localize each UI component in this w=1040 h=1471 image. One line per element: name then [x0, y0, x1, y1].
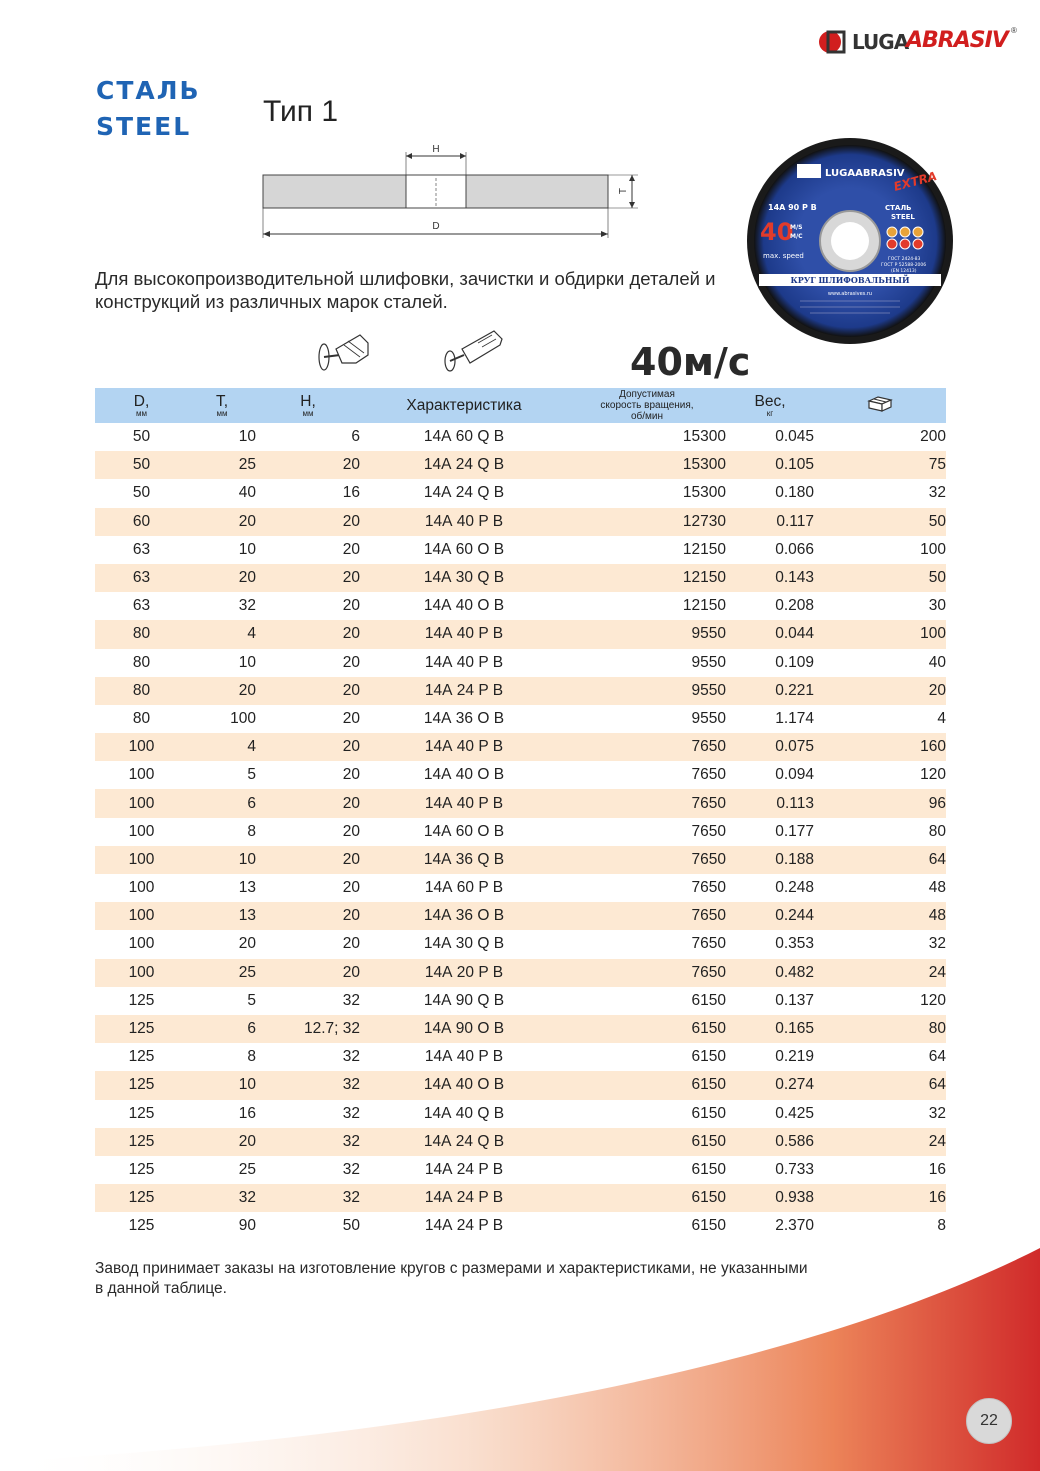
cell-t: 10 [188, 846, 256, 874]
label-t: T [618, 187, 629, 195]
cell-d: 125 [95, 1015, 188, 1043]
cell-d: 100 [128, 879, 155, 897]
cell-t: 5 [247, 991, 256, 1009]
table-row [95, 564, 946, 592]
cell-pack: 100 [814, 620, 946, 648]
cell-pack: 30 [928, 597, 946, 615]
cell-d: 125 [128, 991, 155, 1009]
cell-t: 10 [188, 1071, 256, 1099]
cell-h: 32 [256, 1071, 360, 1099]
cell-d: 80 [95, 620, 188, 648]
cell-h: 32 [342, 1160, 360, 1178]
cell-weight: 0.248 [775, 879, 814, 897]
header-t-unit: мм [216, 408, 228, 418]
cell-h: 20 [256, 451, 360, 479]
box-icon [866, 393, 894, 413]
cell-h: 20 [342, 709, 360, 727]
cell-h: 20 [256, 733, 360, 761]
cell-char: 14А 60 Q В [423, 428, 505, 446]
cell-pack: 75 [814, 451, 946, 479]
cell-pack: 200 [920, 428, 946, 446]
header-pack [814, 388, 946, 423]
disc-gost: ГОСТ 2424-83 [888, 257, 921, 262]
cell-speed: 15300 [682, 428, 726, 446]
cell-pack: 16 [928, 1160, 946, 1178]
cell-h: 32 [256, 1184, 360, 1212]
cell-t: 6 [188, 789, 256, 817]
type-label: Тип 1 [263, 95, 339, 128]
cell-char: 14А 40 Q В [423, 1104, 505, 1122]
table-row [95, 987, 946, 1015]
cell-weight: 0.221 [726, 677, 814, 705]
header-characteristic [360, 388, 568, 423]
cell-speed: 12730 [568, 508, 726, 536]
cell-char: 14А 90 Q В [423, 991, 505, 1009]
cell-weight: 0.353 [775, 935, 814, 953]
cell-char: 14А 90 O В [360, 1015, 568, 1043]
cell-h: 32 [342, 1104, 360, 1122]
cell-speed: 9550 [568, 677, 726, 705]
cell-pack: 40 [928, 653, 946, 671]
cell-pack: 32 [928, 935, 946, 953]
cell-char: 14А 40 P В [360, 620, 568, 648]
cell-char: 14А 40 P В [360, 789, 568, 817]
header-h-label: H, [300, 392, 316, 410]
header-h [256, 388, 360, 423]
cell-d: 80 [132, 709, 151, 727]
table-row [95, 705, 946, 733]
cell-t: 13 [188, 902, 256, 930]
cell-speed: 12150 [682, 597, 726, 615]
cell-h: 20 [256, 902, 360, 930]
cell-speed: 6150 [568, 1128, 726, 1156]
cell-speed: 9550 [691, 709, 726, 727]
table-row [95, 761, 946, 789]
logo-text-abrasiv: ABRASIV [906, 28, 1008, 53]
header-speed-line3: об/мин [630, 411, 664, 422]
footer-note: Завод принимает заказы на изготовление кругов с размерами и характеристиками, не указанными в данной таблице. [95, 1260, 808, 1297]
cell-speed: 7650 [691, 766, 726, 784]
cell-h: 20 [256, 620, 360, 648]
cell-d: 60 [95, 508, 188, 536]
cell-d: 50 [132, 484, 151, 502]
cell-pack: 24 [814, 1128, 946, 1156]
cell-weight: 0.586 [726, 1128, 814, 1156]
cell-t: 8 [247, 822, 256, 840]
table-row [95, 1015, 946, 1043]
cell-t: 4 [188, 733, 256, 761]
cell-t: 32 [188, 1184, 256, 1212]
table-row [95, 818, 946, 846]
cell-char: 14А 40 P В [424, 1048, 504, 1066]
cell-pack: 64 [814, 846, 946, 874]
disc-site: www.abrasives.ru [827, 291, 873, 297]
cell-t: 13 [238, 879, 256, 897]
max-speed-label: 40м/с [630, 340, 751, 384]
cell-weight: 0.113 [726, 789, 814, 817]
cell-t: 32 [238, 597, 256, 615]
header-t [188, 388, 256, 423]
cell-weight: 0.482 [726, 959, 814, 987]
disc-spec: 14A 90 P B [768, 203, 817, 212]
cell-t: 20 [188, 1128, 256, 1156]
cell-char: 14А 40 O В [423, 597, 505, 615]
cell-pack: 120 [920, 991, 946, 1009]
cell-t: 16 [238, 1104, 256, 1122]
cell-char: 14А 30 Q В [423, 935, 505, 953]
cell-h: 20 [256, 677, 360, 705]
table-row [95, 677, 946, 705]
header-characteristic-label: Характеристика [406, 397, 522, 414]
cell-d: 125 [128, 1160, 155, 1178]
cell-char: 14А 60 P В [424, 879, 504, 897]
cell-t: 20 [238, 935, 256, 953]
cell-t: 25 [188, 451, 256, 479]
cell-h: 12.7; 32 [256, 1015, 360, 1043]
cell-speed: 12150 [682, 540, 726, 558]
cell-d: 100 [95, 846, 188, 874]
cell-t: 20 [188, 508, 256, 536]
table-row [95, 846, 946, 874]
cell-weight: 0.177 [775, 822, 814, 840]
table-row [95, 1071, 946, 1099]
cell-weight: 0.117 [726, 508, 814, 536]
cell-d: 50 [132, 428, 151, 446]
cell-pack: 100 [920, 540, 946, 558]
table-row [95, 649, 946, 677]
cell-h: 20 [256, 789, 360, 817]
header-weight-unit: кг [766, 408, 774, 418]
cell-char: 14А 60 O В [423, 822, 505, 840]
cell-speed: 7650 [568, 846, 726, 874]
cell-d: 100 [95, 959, 188, 987]
cell-d: 125 [128, 1104, 155, 1122]
table-row [95, 733, 946, 761]
wheel-cross-section-diagram [258, 140, 643, 240]
cell-weight: 0.105 [726, 451, 814, 479]
cell-char: 14А 24 P В [360, 677, 568, 705]
cell-pack: 32 [928, 484, 946, 502]
cell-pack: 24 [814, 959, 946, 987]
spec-table-body [95, 423, 946, 1240]
cell-h: 50 [342, 1217, 360, 1235]
cell-char: 14А 30 Q В [360, 564, 568, 592]
cell-h: 20 [342, 597, 360, 615]
cell-d: 100 [128, 822, 155, 840]
cell-pack: 32 [928, 1104, 946, 1122]
cell-t: 10 [238, 653, 256, 671]
cell-speed: 7650 [691, 879, 726, 897]
cell-speed: 15300 [568, 451, 726, 479]
cell-char: 14А 20 P В [360, 959, 568, 987]
table-row [95, 451, 946, 479]
cell-speed: 15300 [682, 484, 726, 502]
cell-speed: 9550 [691, 653, 726, 671]
cell-char: 14А 40 O В [423, 766, 505, 784]
cell-speed: 6150 [691, 991, 726, 1009]
product-description: Для высокопроизводительной шлифовки, зачистки и обдирки деталей и конструкций из различных марок сталей. [95, 268, 716, 312]
header-weight-label: Вес, [754, 392, 786, 410]
cell-char: 14А 24 P В [360, 1184, 568, 1212]
cell-h: 20 [342, 822, 360, 840]
cell-pack: 80 [814, 1015, 946, 1043]
table-row [95, 902, 946, 930]
cell-d: 100 [95, 733, 188, 761]
cell-pack: 160 [814, 733, 946, 761]
cell-speed: 7650 [691, 822, 726, 840]
cell-weight: 1.174 [775, 709, 814, 727]
cell-pack: 4 [937, 709, 946, 727]
cell-weight: 0.733 [775, 1160, 814, 1178]
cell-char: 14А 24 P В [424, 1160, 504, 1178]
disc-en: (EN 12413) [891, 269, 917, 274]
cell-t: 100 [230, 709, 256, 727]
cell-speed: 6150 [691, 1160, 726, 1178]
cell-char: 14А 24 Q В [423, 484, 505, 502]
title-en: STEEL [96, 112, 192, 141]
cell-weight: 0.109 [775, 653, 814, 671]
cell-weight: 0.044 [726, 620, 814, 648]
cell-t: 10 [238, 428, 256, 446]
cell-t: 25 [188, 959, 256, 987]
cell-speed: 7650 [691, 935, 726, 953]
cell-char: 14А 24 P В [424, 1217, 504, 1235]
cell-weight: 0.188 [726, 846, 814, 874]
logo-emblem-icon [818, 28, 846, 56]
cell-d: 63 [132, 540, 151, 558]
table-row [95, 592, 946, 620]
cell-weight: 0.143 [726, 564, 814, 592]
cell-speed: 7650 [568, 789, 726, 817]
table-row [95, 1156, 946, 1184]
cell-speed: 6150 [691, 1217, 726, 1235]
cell-char: 14А 40 O В [360, 1071, 568, 1099]
table-row [95, 508, 946, 536]
cell-pack: 80 [928, 822, 946, 840]
disc-extra: EXTRA [892, 168, 939, 194]
cell-speed: 6150 [568, 1071, 726, 1099]
die-grinder-icon [438, 325, 508, 373]
cell-t: 4 [188, 620, 256, 648]
table-row [95, 959, 946, 987]
cell-d: 125 [95, 1071, 188, 1099]
cell-h: 32 [342, 991, 360, 1009]
cell-h: 20 [342, 766, 360, 784]
spec-table [95, 388, 946, 1240]
page-number: 22 [966, 1398, 1012, 1444]
disc-speed-units-1: M/S [790, 224, 803, 231]
table-row [95, 1212, 946, 1240]
cell-t: 40 [238, 484, 256, 502]
table-header-row [95, 388, 946, 423]
cell-h: 20 [256, 846, 360, 874]
disc-gost2: ГОСТ Р 52588-2006 [881, 263, 927, 268]
table-row [95, 1043, 946, 1071]
disc-max-speed: max. speed [763, 252, 804, 260]
header-speed-line1: Допустимая [619, 389, 675, 400]
cell-t: 20 [188, 677, 256, 705]
cell-weight: 0.066 [775, 540, 814, 558]
logo-text-luga: LUGA [852, 30, 909, 54]
cell-char: 14А 40 P В [360, 733, 568, 761]
cell-char: 14А 24 Q В [360, 1128, 568, 1156]
cell-h: 20 [256, 508, 360, 536]
header-d [95, 388, 188, 423]
cell-t: 8 [247, 1048, 256, 1066]
cell-t: 90 [238, 1217, 256, 1235]
table-row [95, 874, 946, 902]
disc-band: КРУГ ШЛИФОВАЛЬНЫЙ [790, 275, 910, 285]
cell-pack: 120 [920, 766, 946, 784]
cell-pack: 50 [814, 564, 946, 592]
cell-h: 20 [342, 879, 360, 897]
table-row [95, 423, 946, 451]
cell-t: 6 [188, 1015, 256, 1043]
cell-h: 20 [342, 540, 360, 558]
cell-t: 25 [238, 1160, 256, 1178]
cell-char: 14А 36 O В [423, 709, 505, 727]
label-d: D [432, 221, 440, 232]
cell-d: 80 [95, 677, 188, 705]
disc-material-en: STEEL [891, 213, 915, 221]
cell-pack: 20 [814, 677, 946, 705]
table-row [95, 789, 946, 817]
table-row [95, 536, 946, 564]
cell-speed: 6150 [691, 1104, 726, 1122]
table-row [95, 930, 946, 958]
header-d-label: D, [133, 392, 150, 410]
disc-speed-units-2: M/C [790, 233, 803, 240]
cell-char: 14А 36 Q В [360, 846, 568, 874]
cell-weight: 0.425 [775, 1104, 814, 1122]
cell-d: 80 [132, 653, 151, 671]
cell-h: 20 [342, 653, 360, 671]
cell-h: 16 [342, 484, 360, 502]
cell-pack: 50 [814, 508, 946, 536]
cell-weight: 0.075 [726, 733, 814, 761]
cell-d: 100 [128, 935, 155, 953]
disc-brand: LUGAABRASIV [825, 168, 905, 179]
cell-d: 100 [128, 766, 155, 784]
cell-pack: 48 [928, 879, 946, 897]
cell-d: 125 [95, 1128, 188, 1156]
cell-d: 125 [128, 1217, 155, 1235]
table-row [95, 479, 946, 507]
header-d-unit: мм [136, 408, 147, 418]
cell-d: 100 [95, 902, 188, 930]
cell-speed: 7650 [568, 902, 726, 930]
cell-weight: 0.274 [726, 1071, 814, 1099]
cell-speed: 6150 [568, 1184, 726, 1212]
cell-weight: 0.180 [775, 484, 814, 502]
cell-h: 20 [342, 935, 360, 953]
cell-char: 14А 36 O В [360, 902, 568, 930]
label-h: H [432, 144, 440, 155]
cell-weight: 0.244 [726, 902, 814, 930]
cell-speed: 7650 [568, 959, 726, 987]
cell-weight: 0.208 [775, 597, 814, 615]
cell-h: 20 [256, 959, 360, 987]
header-speed-line2: скорость вращения, [600, 400, 694, 411]
cell-speed: 7650 [568, 733, 726, 761]
header-h-unit: мм [302, 408, 314, 418]
cell-weight: 0.219 [775, 1048, 814, 1066]
cell-char: 14А 40 P В [360, 508, 568, 536]
cell-pack: 64 [928, 1048, 946, 1066]
cell-speed: 9550 [568, 620, 726, 648]
angle-grinder-icon [312, 325, 374, 373]
cell-h: 32 [256, 1128, 360, 1156]
cell-char: 14А 60 O В [423, 540, 505, 558]
cell-weight: 2.370 [775, 1217, 814, 1235]
cell-t: 5 [247, 766, 256, 784]
disc-material-ru: СТАЛЬ [885, 204, 912, 212]
cell-t: 20 [188, 564, 256, 592]
table-row [95, 1184, 946, 1212]
cell-char: 14А 24 Q В [360, 451, 568, 479]
cell-pack: 8 [937, 1217, 946, 1235]
cell-weight: 0.137 [775, 991, 814, 1009]
cell-pack: 48 [814, 902, 946, 930]
cell-speed: 6150 [568, 1015, 726, 1043]
title-ru: СТАЛЬ [96, 76, 201, 105]
table-row [95, 1128, 946, 1156]
header-speed [568, 388, 726, 423]
cell-speed: 12150 [568, 564, 726, 592]
cell-speed: 6150 [691, 1048, 726, 1066]
cell-d: 125 [95, 1184, 188, 1212]
cell-d: 125 [128, 1048, 155, 1066]
cell-d: 63 [95, 564, 188, 592]
cell-h: 32 [342, 1048, 360, 1066]
cell-weight: 0.045 [775, 428, 814, 446]
header-t-label: T, [215, 392, 229, 410]
cell-char: 14А 40 P В [424, 653, 504, 671]
header-weight [726, 388, 814, 423]
cell-h: 20 [256, 564, 360, 592]
cell-weight: 0.938 [726, 1184, 814, 1212]
cell-pack: 96 [814, 789, 946, 817]
cell-h: 6 [351, 428, 360, 446]
disc-speed-value: 40 [760, 218, 794, 246]
cell-pack: 16 [814, 1184, 946, 1212]
cell-weight: 0.094 [775, 766, 814, 784]
logo-registered: ® [1011, 26, 1017, 35]
cell-weight: 0.165 [726, 1015, 814, 1043]
table-row [95, 620, 946, 648]
cell-d: 50 [95, 451, 188, 479]
product-disc-image [745, 136, 955, 346]
table-row [95, 1100, 946, 1128]
cell-pack: 64 [814, 1071, 946, 1099]
cell-d: 100 [95, 789, 188, 817]
cell-d: 63 [132, 597, 151, 615]
cell-t: 10 [238, 540, 256, 558]
